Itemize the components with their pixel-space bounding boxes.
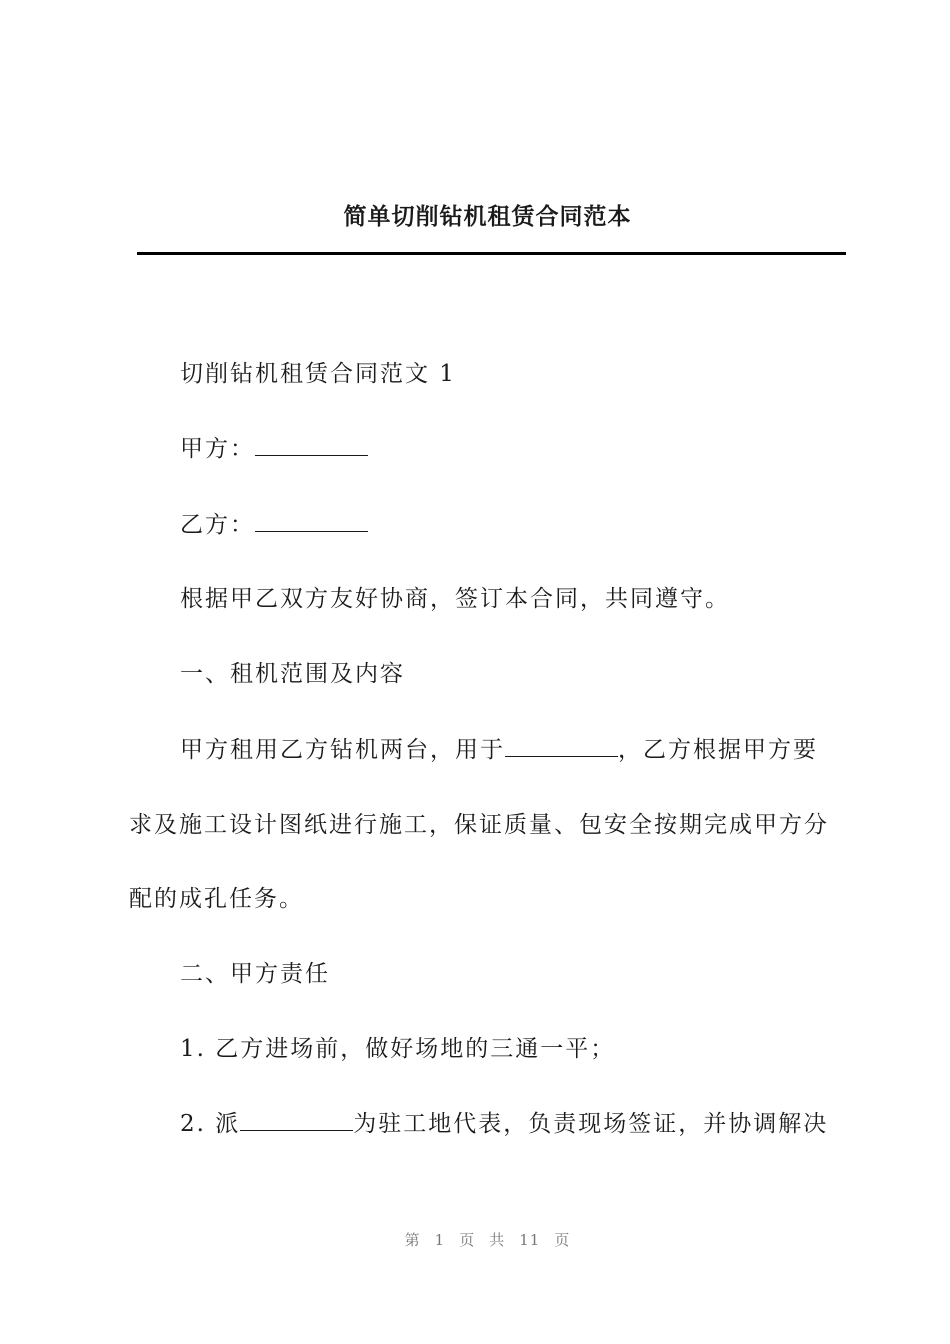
party-b-line xyxy=(180,506,368,539)
clause-heading xyxy=(180,955,330,988)
line-text: 根据甲乙双方友好协商，签订本合同，共同遵守。 xyxy=(180,586,730,612)
line-text-after: ，乙方根据甲方要 xyxy=(618,737,818,763)
line-text: 二、甲方责任 xyxy=(180,961,330,987)
clause-heading xyxy=(180,655,405,688)
list-item xyxy=(180,1030,615,1063)
footer-label-total: 共 xyxy=(489,1231,506,1249)
party-b-blank xyxy=(255,511,368,532)
party-b-label: 乙方： xyxy=(180,512,255,538)
line-text: 一、租机范围及内容 xyxy=(180,661,405,687)
paragraph xyxy=(180,580,730,613)
document-title: 简单切削钻机租赁合同范本 xyxy=(343,204,632,230)
line-text-after: 为驻工地代表，负责现场签证，并协调解决 xyxy=(353,1111,829,1137)
footer-current-page: 1 xyxy=(434,1231,446,1249)
line-text: 配的成孔任务。 xyxy=(129,886,304,912)
page-footer xyxy=(0,1229,950,1250)
usage-blank xyxy=(505,736,618,757)
section-heading xyxy=(180,355,456,388)
title-divider xyxy=(137,252,846,255)
line-text: 切削钻机租赁合同范文 1 xyxy=(180,361,456,387)
line-text: 求及施工设计图纸进行施工，保证质量、包安全按期完成甲方分 xyxy=(129,812,829,838)
line-text: 1. 乙方进场前，做好场地的三通一平； xyxy=(180,1036,616,1062)
paragraph xyxy=(180,731,818,764)
line-text: 甲方租用乙方钻机两台，用于 xyxy=(180,737,505,763)
footer-label-end: 页 xyxy=(554,1231,571,1249)
representative-blank xyxy=(240,1110,353,1131)
party-a-line xyxy=(180,430,368,463)
paragraph xyxy=(129,880,304,913)
footer-label-of: 页 xyxy=(459,1231,476,1249)
line-text: 2. 派 xyxy=(180,1111,241,1137)
party-a-label: 甲方： xyxy=(180,436,255,462)
footer-total-pages: 11 xyxy=(519,1231,541,1249)
footer-label-page: 第 xyxy=(404,1231,421,1249)
list-item xyxy=(180,1105,828,1138)
party-a-blank xyxy=(255,435,368,456)
paragraph xyxy=(129,806,829,839)
